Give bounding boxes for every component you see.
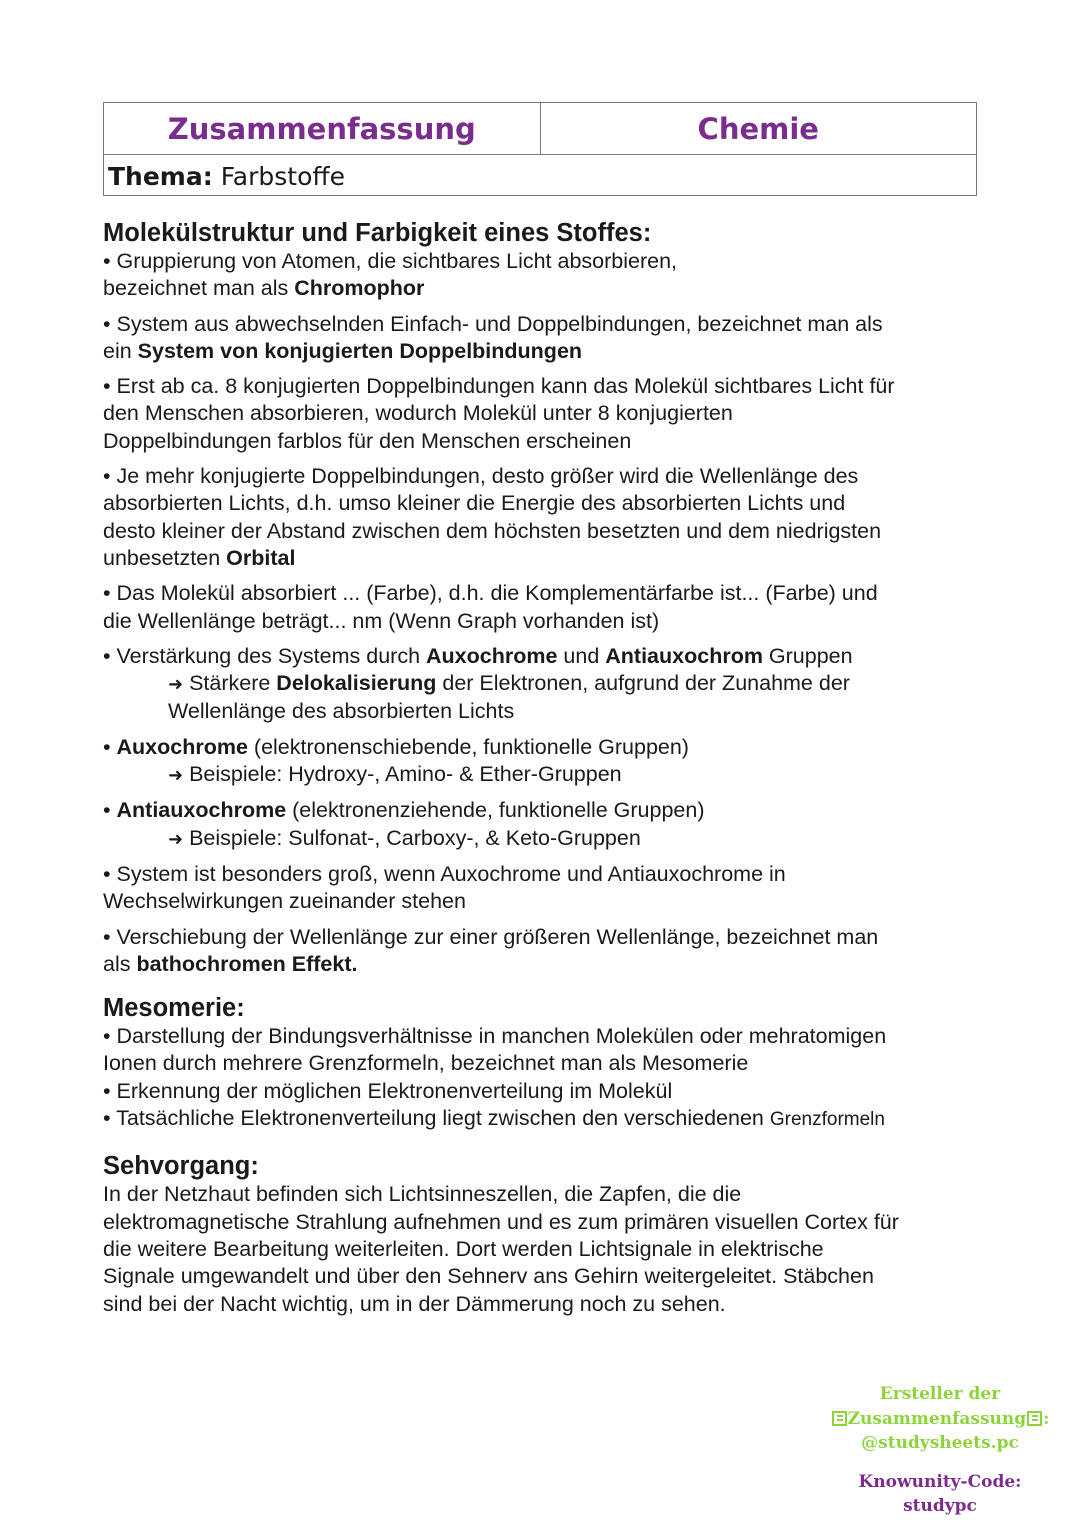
list-item <box>103 463 983 572</box>
header-summary-title: Zusammenfassung <box>104 103 541 154</box>
line: Doppelbindungen farblos für den Menschen erscheinen <box>103 428 632 453</box>
line: bezeichnet man als Chromophor <box>103 276 425 301</box>
section-title-mesomerie: Mesomerie: <box>103 994 245 1023</box>
section-title-molecule-structure: Molekülstruktur und Farbigkeit eines Stoffes: <box>103 219 652 247</box>
list-item <box>103 248 983 303</box>
line: • System ist besonders groß, wenn Auxochrome und Antiauxochrome in <box>103 861 786 886</box>
line: • Gruppierung von Atomen, die sichtbares Licht absorbieren, <box>103 249 678 273</box>
list-item <box>103 797 983 853</box>
sub-line: ➜ Stärkere Delokalisierung der Elektronen, aufgrund der Zunahme der <box>168 671 850 696</box>
list-item <box>103 373 983 455</box>
author-credit <box>800 1382 1080 1519</box>
line: In der Netzhaut befinden sich Lichtsinneszellen, die Zapfen, die die <box>103 1182 742 1207</box>
line: • Verschiebung der Wellenlänge zur einer größeren Wellenlänge, bezeichnet man <box>103 924 879 949</box>
line: sind bei der Nacht wichtig, um in der Dämmerung noch zu sehen. <box>103 1291 726 1316</box>
line: absorbierten Lichts, d.h. umso kleiner die Energie des absorbierten Lichts und <box>103 491 846 516</box>
arrow-right-icon: ➜ <box>168 828 184 850</box>
credit-line: Ersteller der <box>879 1384 1001 1404</box>
line: • Auxochrome (elektronenschiebende, funktionelle Gruppen) <box>103 734 689 759</box>
list-item <box>103 734 983 790</box>
sub-line: Wellenlänge des absorbierten Lichts <box>168 699 515 724</box>
line: • Das Molekül absorbiert ... (Farbe), d.h. die Komplementärfarbe ist... (Farbe) und <box>103 581 878 606</box>
credit-line: Zusammenfassung : <box>800 1407 1080 1432</box>
line: • Darstellung der Bindungsverhältnisse in manchen Molekülen oder mehratomigen <box>103 1024 887 1049</box>
memo-icon <box>832 1411 847 1426</box>
sub-line: ➜ Beispiele: Sulfonat-, Carboxy-, & Keto-Gruppen <box>168 825 641 850</box>
header-subject-title: Chemie <box>697 111 819 146</box>
line: unbesetzten Orbital <box>103 545 296 570</box>
list-item <box>103 311 983 366</box>
list-item <box>103 580 983 635</box>
list-item <box>103 861 983 916</box>
line: als bathochromen Effekt. <box>103 951 358 976</box>
topic-label: Thema: <box>108 161 213 191</box>
line: Ionen durch mehrere Grenzformeln, bezeichnet man als Mesomerie <box>103 1051 749 1076</box>
line: desto kleiner der Abstand zwischen dem höchsten besetzten und dem niedrigsten <box>103 518 882 543</box>
knowunity-code-label: Knowunity-Code: <box>858 1471 1022 1492</box>
knowunity-code-value: studypc <box>903 1496 977 1516</box>
credit-handle: @studysheets.pc <box>861 1433 1019 1453</box>
line: Signale umgewandelt und über den Sehnerv ans Gehirn weitergeleitet. Stäbchen <box>103 1264 874 1289</box>
line: • Verstärkung des Systems durch Auxochrome und Antiauxochrom Gruppen <box>103 643 853 668</box>
line: • Erkennung der möglichen Elektronenverteilung im Molekül <box>103 1078 673 1103</box>
line: die Wellenlänge beträgt... nm (Wenn Graph vorhanden ist) <box>103 608 660 633</box>
section-title-sehvorgang: Sehvorgang: <box>103 1152 259 1181</box>
topic-value: Farbstoffe <box>220 161 345 191</box>
list-item <box>103 924 983 979</box>
header-topic-row <box>104 155 976 197</box>
header-title-row <box>104 103 976 155</box>
sub-line: ➜ Beispiele: Hydroxy-, Amino- & Ether-Gruppen <box>168 762 622 787</box>
arrow-right-icon: ➜ <box>168 765 184 787</box>
line: die weitere Bearbeitung weiterleiten. Dort werden Lichtsignale in elektrische <box>103 1236 824 1261</box>
document-body <box>103 218 983 1318</box>
line: • Erst ab ca. 8 konjugierten Doppelbindungen kann das Molekül sichtbares Licht für <box>103 374 895 399</box>
line: • Antiauxochrome (elektronenziehende, funktionelle Gruppen) <box>103 798 705 823</box>
list-item <box>103 643 983 726</box>
header-table <box>103 102 977 196</box>
line: Wechselwirkungen zueinander stehen <box>103 889 466 914</box>
memo-icon <box>1027 1411 1042 1426</box>
line: • Je mehr konjugierte Doppelbindungen, desto größer wird die Wellenlänge des <box>103 464 859 489</box>
line: • System aus abwechselnden Einfach- und Doppelbindungen, bezeichnet man als <box>103 311 883 336</box>
line: ein System von konjugierten Doppelbindungen <box>103 338 583 363</box>
line: • Tatsächliche Elektronenverteilung liegt zwischen den verschiedenen Grenzformeln <box>103 1106 885 1131</box>
arrow-right-icon: ➜ <box>168 674 184 696</box>
line: den Menschen absorbieren, wodurch Molekül unter 8 konjugierten <box>103 401 733 426</box>
line: elektromagnetische Strahlung aufnehmen und es zum primären visuellen Cortex für <box>103 1209 899 1234</box>
